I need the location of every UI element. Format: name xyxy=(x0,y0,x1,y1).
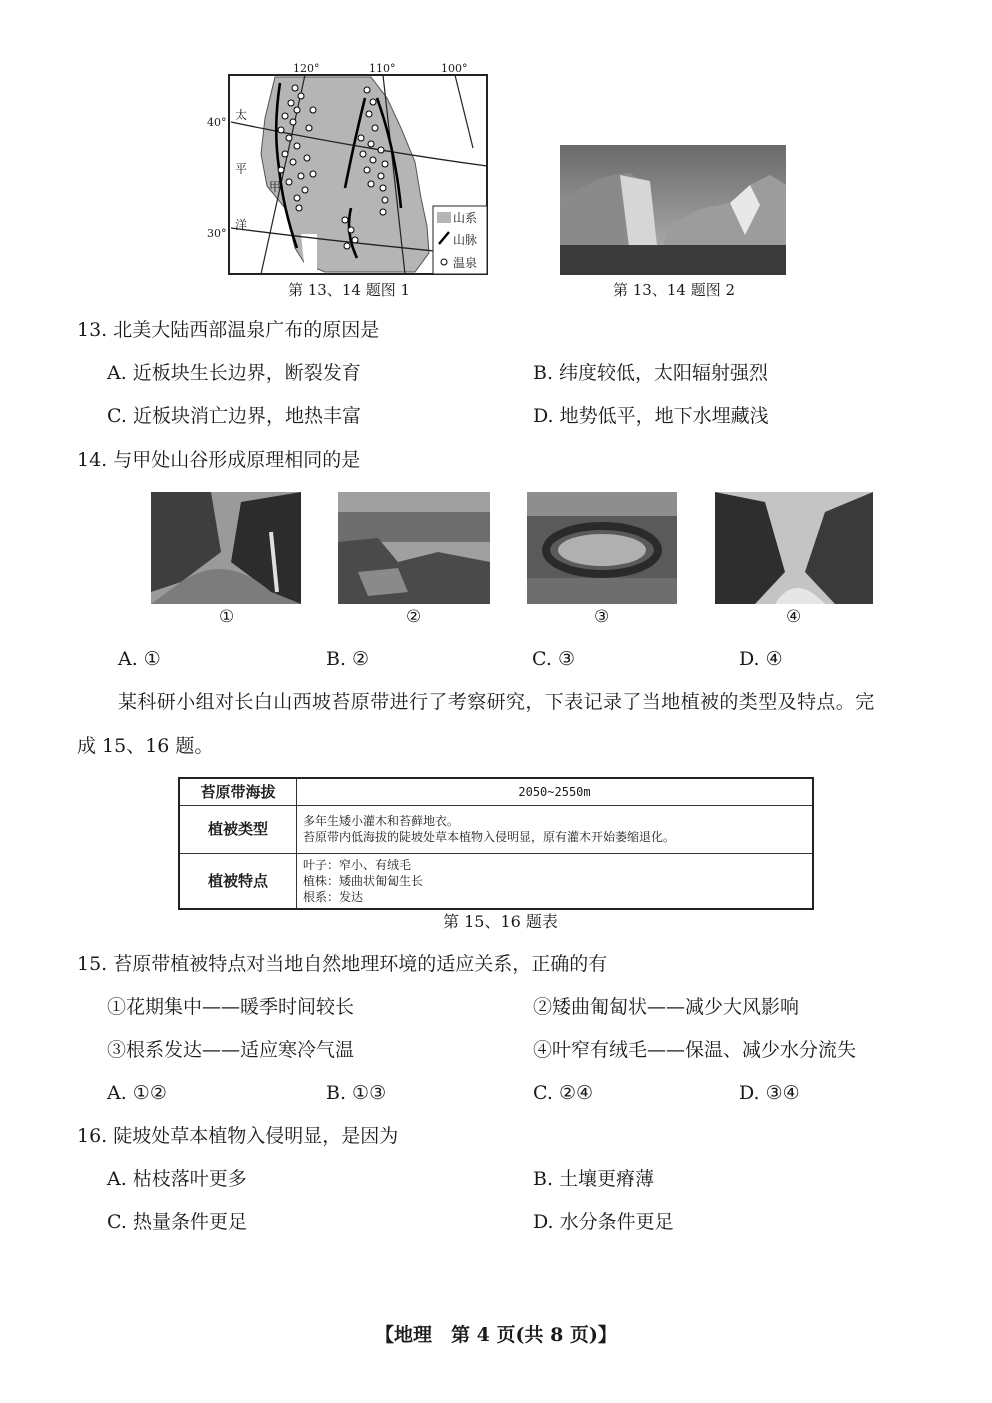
q16-option-a[interactable]: A. 枯枝落叶更多 xyxy=(107,1168,247,1190)
mountain-system-swatch-icon xyxy=(437,212,451,223)
table-header-altitude: 苔原带海拔 xyxy=(179,778,297,805)
lon-label-120: 120° xyxy=(293,62,320,75)
q14-photo-3 xyxy=(527,492,677,604)
figure1-caption: 第 13、14 题图 1 xyxy=(288,281,411,299)
lon-label-100: 100° xyxy=(441,62,468,75)
figure1-map xyxy=(205,58,495,280)
ocean-char-1: 太 xyxy=(235,108,248,122)
table-value-type xyxy=(297,805,814,853)
ocean-char-3: 洋 xyxy=(235,218,248,232)
q14-photo-label-4: ④ xyxy=(786,607,802,627)
q13-option-a[interactable]: A. 近板块生长边界，断裂发育 xyxy=(107,362,361,384)
lat-label-40: 40° xyxy=(207,116,227,129)
q14-option-a[interactable]: A. ① xyxy=(118,648,161,670)
vegetation-table xyxy=(178,777,814,910)
table-caption: 第 15、16 题表 xyxy=(443,912,558,931)
table-feature-line-1: 叶子：窄小、有绒毛 xyxy=(303,857,412,872)
q14-photo-label-2: ② xyxy=(406,607,422,627)
q14-option-c[interactable]: C. ③ xyxy=(532,648,575,670)
table-type-line-2: 苔原带内低海拔的陡坡处草本植物入侵明显，原有灌木开始萎缩退化。 xyxy=(303,830,676,844)
point-jia-label: 甲 xyxy=(269,180,282,194)
q14-photo-4 xyxy=(715,492,873,604)
q16-option-d[interactable]: D. 水分条件更足 xyxy=(533,1211,674,1233)
q14-option-d[interactable]: D. ④ xyxy=(739,648,783,670)
q14-photo-label-1: ① xyxy=(219,607,235,627)
q15-option-a[interactable]: A. ①② xyxy=(107,1082,167,1104)
q15-statement-4: ④叶窄有绒毛——保温、减少水分流失 xyxy=(533,1039,857,1061)
q13-option-b[interactable]: B. 纬度较低，太阳辐射强烈 xyxy=(533,362,769,384)
legend-label-mountain-system: 山系 xyxy=(453,211,478,225)
q15-statement-3: ③根系发达——适应寒冷气温 xyxy=(107,1039,355,1061)
q15-option-b[interactable]: B. ①③ xyxy=(326,1082,387,1104)
q16-option-c[interactable]: C. 热量条件更足 xyxy=(107,1211,247,1233)
q15-option-d[interactable]: D. ③④ xyxy=(739,1082,800,1104)
q14-photo-1 xyxy=(151,492,301,604)
q14-photo-label-3: ③ xyxy=(594,607,610,627)
q14-option-b[interactable]: B. ② xyxy=(326,648,370,670)
q13-option-d[interactable]: D. 地势低平，地下水埋藏浅 xyxy=(533,405,769,427)
q13-stem: 13. 北美大陆西部温泉广布的原因是 xyxy=(77,319,380,341)
north-america-west-map xyxy=(205,58,495,280)
q15-option-c[interactable]: C. ②④ xyxy=(533,1082,594,1104)
intro-line-1: 某科研小组对长白山西坡苔原带进行了考察研究，下表记录了当地植被的类型及特点。完 xyxy=(118,691,875,713)
q14-photo-2 xyxy=(338,492,490,604)
table-type-line-1: 多年生矮小灌木和苔藓地衣。 xyxy=(303,814,460,828)
table-header-type: 植被类型 xyxy=(179,805,297,853)
lon-label-110: 110° xyxy=(369,62,396,75)
legend-label-hot-spring: 温泉 xyxy=(453,256,478,270)
q15-statement-1: ①花期集中——暖季时间较长 xyxy=(107,996,355,1018)
figure2-caption: 第 13、14 题图 2 xyxy=(613,281,736,299)
table-feature-line-2: 植株：矮曲状匍匐生长 xyxy=(303,873,424,888)
q14-stem: 14. 与甲处山谷形成原理相同的是 xyxy=(77,449,361,471)
q16-option-b[interactable]: B. 土壤更瘠薄 xyxy=(533,1168,655,1190)
table-value-altitude: 2050~2550m xyxy=(297,778,814,805)
table-value-features xyxy=(297,853,814,909)
lat-label-30: 30° xyxy=(207,227,227,240)
hot-spring-circle-icon xyxy=(441,259,447,265)
intro-line-2: 成 15、16 题。 xyxy=(77,735,214,757)
figure2-photo xyxy=(560,145,786,275)
legend-label-mountain-range: 山脉 xyxy=(453,233,478,247)
q13-option-c[interactable]: C. 近板块消亡边界，地热丰富 xyxy=(107,405,361,427)
ocean-char-2: 平 xyxy=(235,162,248,176)
table-header-features: 植被特点 xyxy=(179,853,297,909)
page-footer: 【地理 第 4 页(共 8 页)】 xyxy=(375,1324,617,1346)
q15-stem: 15. 苔原带植被特点对当地自然地理环境的适应关系，正确的有 xyxy=(77,953,608,975)
table-feature-line-3: 根系：发达 xyxy=(303,889,364,904)
q16-stem: 16. 陡坡处草本植物入侵明显，是因为 xyxy=(77,1125,399,1147)
q15-statement-2: ②矮曲匍匐状——减少大风影响 xyxy=(533,996,800,1018)
